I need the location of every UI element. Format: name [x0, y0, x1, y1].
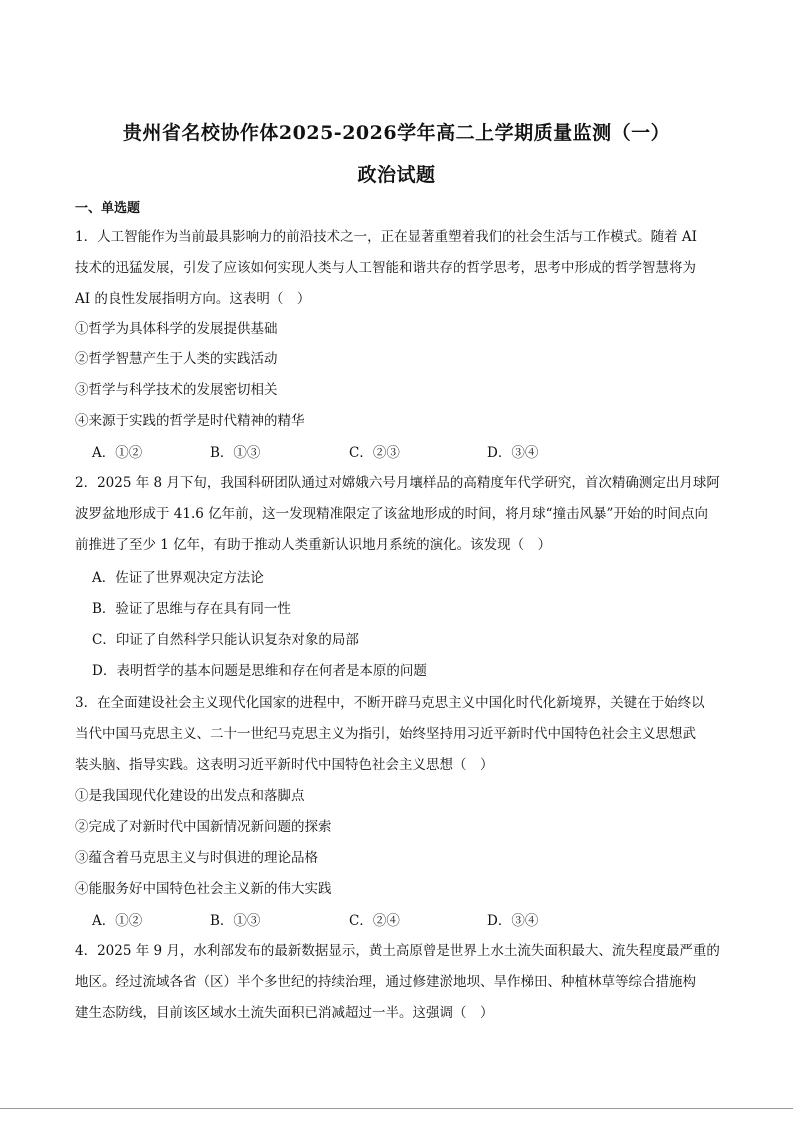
q1-stem-line-1: 1．人工智能作为当前最具影响力的前沿技术之一，正在显著重塑着我们的社会生活与工作模式。随着 AI — [75, 229, 697, 245]
q1-option-b[interactable]: B．①③ — [210, 445, 261, 461]
q1-stem-line-3: AI 的良性发展指明方向。这表明（ ） — [75, 291, 311, 307]
q3-statement-2: ②完成了对新时代中国新情况新问题的探索 — [75, 819, 332, 835]
q1-statement-2: ②哲学智慧产生于人类的实践活动 — [75, 351, 278, 367]
q1-statement-3: ③哲学与科学技术的发展密切相关 — [75, 382, 278, 398]
q2-option-c[interactable]: C．印证了自然科学只能认识复杂对象的局部 — [92, 632, 359, 648]
q4-stem-line-2: 地区。经过流域各省（区）半个多世纪的持续治理，通过修建淤地坝、旱作梯田、种植林草等综合措施构 — [75, 974, 696, 990]
q3-statement-1: ①是我国现代化建设的出发点和落脚点 — [75, 788, 305, 804]
q3-option-a[interactable]: A．①② — [92, 913, 143, 929]
q2-option-b[interactable]: B．验证了思维与存在具有同一性 — [92, 601, 291, 617]
q3-option-c[interactable]: C．②④ — [349, 913, 400, 929]
page-title: 贵州省名校协作体2025-2026学年高二上学期质量监测（一） — [122, 122, 671, 144]
q3-stem-line-1: 3．在全面建设社会主义现代化国家的进程中，不断开辟马克思主义中国化时代化新境界，关键在于始终以 — [75, 695, 705, 711]
q2-option-d[interactable]: D．表明哲学的基本问题是思维和存在何者是本原的问题 — [92, 663, 427, 679]
q3-stem-line-3: 装头脑、指导实践。这表明习近平新时代中国特色社会主义思想（ ） — [75, 757, 494, 773]
q3-stem-line-2: 当代中国马克思主义、二十一世纪马克思主义为指引，始终坚持用习近平新时代中国特色社会主义思想武 — [75, 726, 696, 742]
q3-option-d[interactable]: D．③④ — [487, 913, 539, 929]
q1-statement-1: ①哲学为具体科学的发展提供基础 — [75, 321, 278, 337]
q4-stem-line-3: 建生态防线，目前该区域水土流失面积已消减超过一半。这强调（ ） — [75, 1005, 494, 1021]
q2-option-a[interactable]: A．佐证了世界观决定方法论 — [92, 570, 264, 586]
q3-option-b[interactable]: B．①③ — [210, 913, 261, 929]
q1-option-d[interactable]: D．③④ — [487, 445, 539, 461]
q1-statement-4: ④来源于实践的哲学是时代精神的精华 — [75, 413, 305, 429]
section-heading: 一、单选题 — [75, 201, 141, 216]
q1-stem-line-2: 技术的迅猛发展，引发了应该如何实现人类与人工智能和谐共存的哲学思考，思考中形成的哲学智慧将为 — [75, 260, 696, 276]
q1-option-c[interactable]: C．②③ — [349, 445, 400, 461]
q1-option-a[interactable]: A．①② — [92, 445, 143, 461]
q4-stem-line-1: 4．2025 年 9 月，水利部发布的最新数据显示，黄土高原曾是世界上水土流失面积最大、流失程度最严重的 — [75, 943, 720, 959]
page-subtitle: 政治试题 — [357, 164, 436, 186]
page-bottom-rule — [0, 1108, 793, 1109]
q3-statement-3: ③蕴含着马克思主义与时俱进的理论品格 — [75, 850, 318, 866]
q2-stem-line-1: 2．2025 年 8 月下旬，我国科研团队通过对嫦娥六号月壤样品的高精度年代学研究，首次精确测定出月球阿 — [75, 475, 720, 491]
q2-stem-line-3: 前推进了至少 1 亿年，有助于推动人类重新认识地月系统的演化。该发现（ ） — [75, 537, 552, 553]
q3-statement-4: ④能服务好中国特色社会主义新的伟大实践 — [75, 881, 332, 897]
q2-stem-line-2: 波罗盆地形成于 41.6 亿年前，这一发现精准限定了该盆地形成的时间，将月球“撞击风暴”开始的时间点向 — [75, 506, 708, 522]
